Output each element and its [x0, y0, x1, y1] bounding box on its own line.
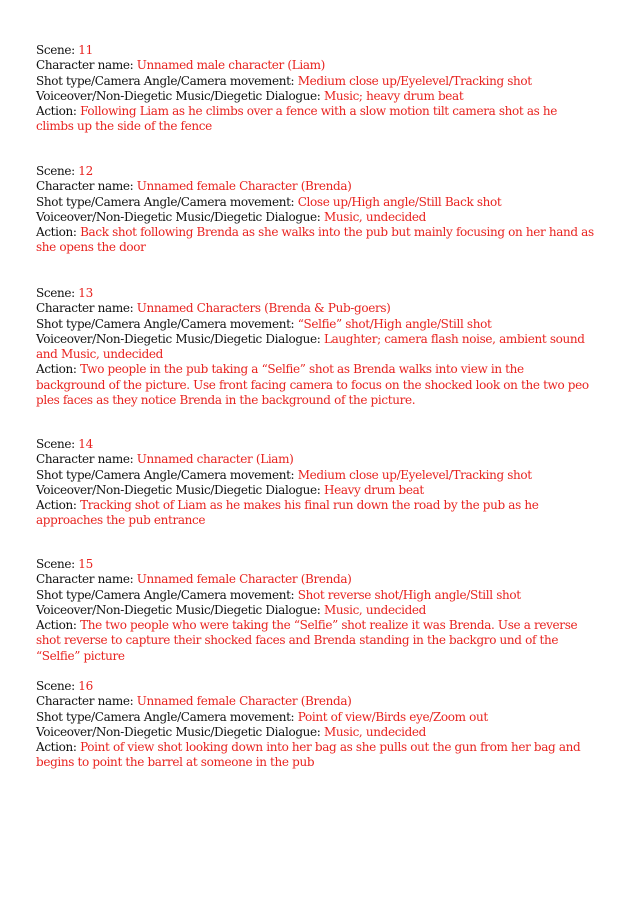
scene-block-12: [36, 164, 596, 256]
shot-line: [36, 195, 596, 210]
scene-label: Scene:: [36, 557, 79, 571]
scene-block-14: [36, 437, 596, 529]
shot-value: Medium close up/Eyelevel/Tracking shot: [297, 73, 532, 88]
scene-block-15: [36, 557, 596, 664]
action-line: [36, 362, 596, 408]
character-label: Character name:: [36, 452, 137, 467]
character-value: Unnamed female Character (Brenda): [136, 179, 352, 194]
character-label: Character name:: [36, 58, 137, 73]
action-line: [36, 740, 596, 771]
shot-label: Shot type/Camera Angle/Camera movement:: [36, 467, 298, 482]
audio-line: [36, 603, 596, 618]
shot-value: Close up/High angle/Still Back shot: [297, 194, 502, 209]
character-value: Unnamed male character (Liam): [136, 58, 326, 73]
scene-number-line: [36, 164, 596, 179]
scene-block-16: [36, 679, 596, 771]
audio-label: Voiceover/Non-Diegetic Music/Diegetic Dialogue:: [36, 482, 324, 497]
action-label: Action:: [36, 618, 81, 633]
action-label: Action:: [36, 225, 81, 240]
scene-number: 12: [78, 164, 93, 178]
audio-line: [36, 210, 596, 225]
character-value: Unnamed female Character (Brenda): [136, 572, 352, 587]
action-value: The two people who were taking the “Selfie” shot realize it was Brenda. Use a reverse shot reverse to capture their shocked faces and Brenda standing in the backgro und of the “Selfie” picture: [36, 618, 578, 663]
audio-label: Voiceover/Non-Diegetic Music/Diegetic Dialogue:: [36, 88, 324, 103]
audio-line: [36, 89, 596, 104]
scene-label: Scene:: [36, 437, 79, 451]
scene-number: 16: [78, 679, 93, 693]
scene-block-11: [36, 43, 596, 135]
scene-number: 14: [78, 437, 93, 451]
scene-number: 11: [78, 43, 93, 57]
audio-line: [36, 725, 596, 740]
action-label: Action:: [36, 498, 81, 513]
shot-line: [36, 468, 596, 483]
audio-value: Heavy drum beat: [323, 482, 424, 497]
scene-number-line: [36, 286, 596, 301]
character-line: [36, 572, 596, 587]
character-line: [36, 179, 596, 194]
action-label: Action:: [36, 740, 81, 755]
action-value: Tracking shot of Liam as he makes his final run down the road by the pub as he approaches the pub entrance: [36, 498, 539, 528]
character-value: Unnamed female Character (Brenda): [136, 694, 352, 709]
action-line: [36, 498, 596, 529]
action-value: Following Liam as he climbs over a fence with a slow motion tilt camera shot as he climbs up the side of the fence: [36, 104, 558, 134]
action-label: Action:: [36, 362, 81, 377]
shot-value: Point of view/Birds eye/Zoom out: [297, 709, 488, 724]
scene-number: 15: [78, 557, 93, 571]
character-label: Character name:: [36, 694, 137, 709]
character-line: [36, 58, 596, 73]
audio-label: Voiceover/Non-Diegetic Music/Diegetic Dialogue:: [36, 331, 324, 346]
audio-label: Voiceover/Non-Diegetic Music/Diegetic Dialogue:: [36, 602, 324, 617]
action-line: [36, 104, 596, 135]
action-label: Action:: [36, 104, 81, 119]
shot-line: [36, 588, 596, 603]
audio-value: Laughter; camera flash noise, ambient sound and Music, undecided: [36, 331, 585, 362]
audio-value: Music, undecided: [323, 209, 426, 224]
character-line: [36, 694, 596, 709]
audio-line: [36, 483, 596, 498]
shot-line: [36, 710, 596, 725]
scene-label: Scene:: [36, 286, 79, 300]
scene-label: Scene:: [36, 43, 79, 57]
character-label: Character name:: [36, 572, 137, 587]
scene-label: Scene:: [36, 679, 79, 693]
action-line: [36, 618, 596, 664]
shot-value: Shot reverse shot/High angle/Still shot: [297, 587, 521, 602]
character-value: Unnamed Characters (Brenda & Pub-goers): [136, 301, 391, 316]
action-line: [36, 225, 596, 256]
shot-value: “Selfie” shot/High angle/Still shot: [297, 316, 492, 331]
scene-number-line: [36, 557, 596, 572]
character-label: Character name:: [36, 301, 137, 316]
scene-label: Scene:: [36, 164, 79, 178]
shot-value: Medium close up/Eyelevel/Tracking shot: [297, 467, 532, 482]
action-value: Point of view shot looking down into her bag as she pulls out the gun from her bag and begins to point the barrel at someone in the pub: [36, 740, 581, 770]
character-line: [36, 452, 596, 467]
audio-value: Music, undecided: [323, 602, 426, 617]
scene-number: 13: [78, 286, 93, 300]
shot-label: Shot type/Camera Angle/Camera movement:: [36, 587, 298, 602]
action-value: Back shot following Brenda as she walks into the pub but mainly focusing on her hand as she opens the door: [36, 225, 594, 255]
shot-line: [36, 317, 596, 332]
shot-label: Shot type/Camera Angle/Camera movement:: [36, 316, 298, 331]
character-label: Character name:: [36, 179, 137, 194]
audio-value: Music, undecided: [323, 724, 426, 739]
scene-number-line: [36, 679, 596, 694]
action-value: Two people in the pub taking a “Selfie” shot as Brenda walks into view in the background of the picture. Use front facing camera to focus on the shocked look on the two peo ples faces as they notice Brenda in the background of the picture.: [36, 362, 589, 408]
audio-label: Voiceover/Non-Diegetic Music/Diegetic Dialogue:: [36, 724, 324, 739]
audio-line: [36, 332, 596, 363]
audio-label: Voiceover/Non-Diegetic Music/Diegetic Dialogue:: [36, 209, 324, 224]
shot-label: Shot type/Camera Angle/Camera movement:: [36, 194, 298, 209]
character-line: [36, 301, 596, 316]
shot-line: [36, 74, 596, 89]
character-value: Unnamed character (Liam): [136, 452, 294, 467]
scene-number-line: [36, 437, 596, 452]
audio-value: Music; heavy drum beat: [323, 88, 464, 103]
scene-block-13: [36, 286, 596, 408]
scene-number-line: [36, 43, 596, 58]
shot-label: Shot type/Camera Angle/Camera movement:: [36, 73, 298, 88]
shot-label: Shot type/Camera Angle/Camera movement:: [36, 709, 298, 724]
